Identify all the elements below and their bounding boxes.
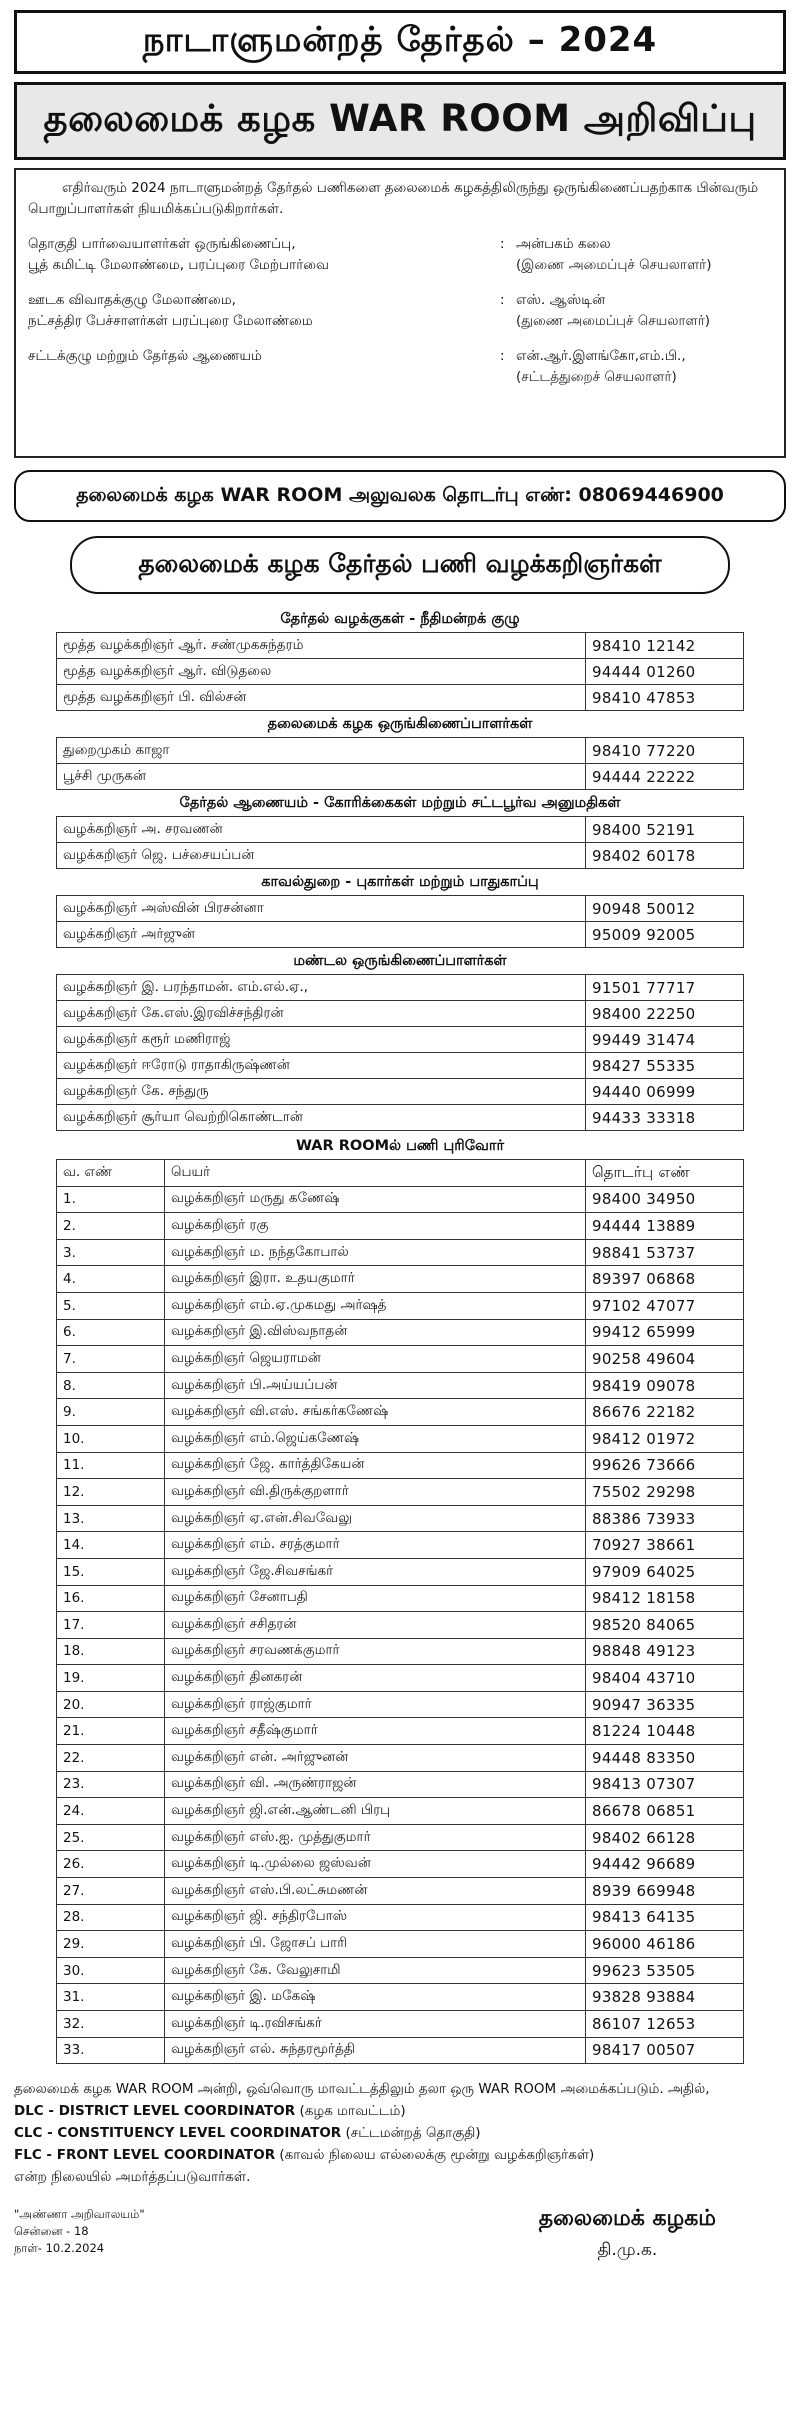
appointee-name: அன்பகம் கலை bbox=[516, 236, 611, 252]
lawyer-name: வழக்கறிஞர் மருது கணேஷ் bbox=[165, 1186, 586, 1213]
lawyer-name: துறைமுகம் காஜா bbox=[57, 738, 586, 764]
lawyer-phone: 86678 06851 bbox=[586, 1798, 744, 1825]
lawyer-name: வழக்கறிஞர் ஜெ. பச்சையப்பன் bbox=[57, 843, 586, 869]
lawyer-phone: 98413 64135 bbox=[586, 1904, 744, 1931]
appointee-role: (துணை அமைப்புச் செயலாளர்) bbox=[516, 313, 711, 329]
lawyer-name: வழக்கறிஞர் தினகரன் bbox=[165, 1665, 586, 1692]
table-row bbox=[57, 2011, 744, 2038]
lawyer-phone: 94440 06999 bbox=[586, 1079, 744, 1105]
table-row bbox=[57, 1931, 744, 1958]
lawyer-name: வழக்கறிஞர் எஸ்.பி.லட்சுமணன் bbox=[165, 1878, 586, 1905]
appointment-colon: : bbox=[500, 236, 505, 252]
lawyer-phone: 99449 31474 bbox=[586, 1027, 744, 1053]
table-row bbox=[57, 1186, 744, 1213]
table-row bbox=[57, 1718, 744, 1745]
war-room-header-row bbox=[57, 1160, 744, 1187]
appointments-list bbox=[28, 234, 774, 388]
serial-number: 31. bbox=[57, 1984, 165, 2011]
lawyer-phone: 90947 36335 bbox=[586, 1691, 744, 1718]
serial-number: 16. bbox=[57, 1585, 165, 1612]
lawyers-section-title: தலைமைக் கழக தேர்தல் பணி வழக்கறிஞர்கள் bbox=[70, 536, 730, 594]
serial-number: 10. bbox=[57, 1425, 165, 1452]
lawyer-name: வழக்கறிஞர் ஜி. சந்திரபோஸ் bbox=[165, 1904, 586, 1931]
group-table bbox=[56, 737, 744, 790]
lawyer-name: வழக்கறிஞர் கரூர் மணிராஜ் bbox=[57, 1027, 586, 1053]
group-heading: தேர்தல் ஆணையம் - கோரிக்கைகள் மற்றும் சட்டபூர்வ அனுமதிகள் bbox=[179, 795, 621, 811]
lawyer-phone: 94442 96689 bbox=[586, 1851, 744, 1878]
serial-number: 22. bbox=[57, 1745, 165, 1772]
lawyer-phone: 98427 55335 bbox=[586, 1053, 744, 1079]
lawyer-name: பூச்சி முருகன் bbox=[57, 764, 586, 790]
serial-number: 6. bbox=[57, 1319, 165, 1346]
lawyer-phone: 98400 22250 bbox=[586, 1001, 744, 1027]
appointment-duties bbox=[28, 234, 500, 276]
coordinator-abbr: FLC - FRONT LEVEL COORDINATOR bbox=[14, 2147, 276, 2164]
table-row bbox=[57, 1346, 744, 1373]
serial-number: 2. bbox=[57, 1213, 165, 1240]
lawyer-name: வழக்கறிஞர் எம். சரத்குமார் bbox=[165, 1532, 586, 1559]
serial-number: 18. bbox=[57, 1638, 165, 1665]
issue-date: நாள்- 10.2.2024 bbox=[14, 2241, 105, 2256]
table-row bbox=[57, 1771, 744, 1798]
table-row bbox=[57, 1904, 744, 1931]
serial-number: 5. bbox=[57, 1292, 165, 1319]
lawyer-phone: 98410 47853 bbox=[586, 685, 744, 711]
page-title: நாடாளுமன்றத் தேர்தல் – 2024 bbox=[14, 10, 786, 74]
serial-number: 30. bbox=[57, 1957, 165, 1984]
column-header-sn: வ. எண் bbox=[57, 1160, 165, 1187]
appointee bbox=[516, 290, 774, 332]
lawyer-name: வழக்கறிஞர் எஸ்.ஐ. முத்துகுமார் bbox=[165, 1824, 586, 1851]
lawyer-name: வழக்கறிஞர் ராஜ்குமார் bbox=[165, 1691, 586, 1718]
signature-row bbox=[14, 2206, 786, 2262]
appointment-row bbox=[28, 290, 774, 332]
table-row bbox=[57, 633, 744, 659]
lawyer-phone: 98410 12142 bbox=[586, 633, 744, 659]
lawyer-name: வழக்கறிஞர் சேனாபதி bbox=[165, 1585, 586, 1612]
lawyer-tables bbox=[56, 606, 744, 2064]
lawyer-phone: 94444 13889 bbox=[586, 1213, 744, 1240]
serial-number: 7. bbox=[57, 1346, 165, 1373]
serial-number: 17. bbox=[57, 1612, 165, 1639]
lawyer-name: வழக்கறிஞர் அ. சரவணன் bbox=[57, 817, 586, 843]
appointee-role: (சட்டத்துறைச் செயலாளர்) bbox=[516, 369, 677, 385]
table-row bbox=[57, 685, 744, 711]
lawyer-name: மூத்த வழக்கறிஞர் பி. வில்சன் bbox=[57, 685, 586, 711]
table-row bbox=[57, 659, 744, 685]
table-row bbox=[57, 1479, 744, 1506]
duty-line: நட்சத்திர பேச்சாளர்கள் பரப்புரை மேலாண்மை bbox=[28, 313, 313, 329]
serial-number: 28. bbox=[57, 1904, 165, 1931]
lawyer-name: மூத்த வழக்கறிஞர் ஆர். விடுதலை bbox=[57, 659, 586, 685]
lawyer-phone: 88386 73933 bbox=[586, 1505, 744, 1532]
lawyer-phone: 94444 01260 bbox=[586, 659, 744, 685]
lawyer-groups bbox=[56, 606, 744, 1131]
table-row bbox=[57, 843, 744, 869]
appointee-name: எஸ். ஆஸ்டின் bbox=[516, 292, 606, 308]
serial-number: 26. bbox=[57, 1851, 165, 1878]
lawyer-phone: 98412 18158 bbox=[586, 1585, 744, 1612]
lawyer-phone: 81224 10448 bbox=[586, 1718, 744, 1745]
lawyer-name: வழக்கறிஞர் ஜி.என்.ஆண்டனி பிரபு bbox=[165, 1798, 586, 1825]
table-row bbox=[57, 1851, 744, 1878]
group-table bbox=[56, 974, 744, 1131]
duty-line: சட்டக்குழு மற்றும் தேர்தல் ஆணையம் bbox=[28, 348, 262, 364]
lawyer-phone: 94433 33318 bbox=[586, 1105, 744, 1131]
lawyer-name: வழக்கறிஞர் சூர்யா வெற்றிகொண்டான் bbox=[57, 1105, 586, 1131]
lawyer-phone: 97102 47077 bbox=[586, 1292, 744, 1319]
appointment-row bbox=[28, 346, 774, 388]
coordinator-levels bbox=[14, 2100, 786, 2166]
appointment-row bbox=[28, 234, 774, 276]
table-row bbox=[57, 1532, 744, 1559]
table-row bbox=[57, 1558, 744, 1585]
signatory-org: தலைமைக் கழகம் bbox=[538, 2206, 716, 2232]
lawyer-phone: 94448 83350 bbox=[586, 1745, 744, 1772]
table-row bbox=[57, 738, 744, 764]
lawyer-name: மூத்த வழக்கறிஞர் ஆர். சண்முகசுந்தரம் bbox=[57, 633, 586, 659]
table-row bbox=[57, 1079, 744, 1105]
table-row bbox=[57, 1612, 744, 1639]
serial-number: 23. bbox=[57, 1771, 165, 1798]
serial-number: 15. bbox=[57, 1558, 165, 1585]
group-heading: மண்டல ஒருங்கிணைப்பாளர்கள் bbox=[293, 953, 507, 969]
table-row bbox=[57, 1319, 744, 1346]
table-row bbox=[57, 1266, 744, 1293]
lawyer-phone: 89397 06868 bbox=[586, 1266, 744, 1293]
lawyer-name: வழக்கறிஞர் ஏ.என்.சிவவேலு bbox=[165, 1505, 586, 1532]
table-row bbox=[57, 975, 744, 1001]
war-room-heading: WAR ROOMல் பணி புரிவோர் bbox=[295, 1138, 505, 1154]
column-header-phone: தொடர்பு எண் bbox=[586, 1160, 744, 1187]
coordinator-level bbox=[14, 2100, 786, 2122]
serial-number: 25. bbox=[57, 1824, 165, 1851]
lawyer-phone: 98402 66128 bbox=[586, 1824, 744, 1851]
lawyer-name: வழக்கறிஞர் சதீஷ்குமார் bbox=[165, 1718, 586, 1745]
duty-line: பூத் கமிட்டி மேலாண்மை, பரப்புரை மேற்பார்வை bbox=[28, 257, 329, 273]
footnote bbox=[14, 2078, 786, 2188]
lawyer-phone: 98400 52191 bbox=[586, 817, 744, 843]
lawyer-phone: 98841 53737 bbox=[586, 1239, 744, 1266]
table-row bbox=[57, 1372, 744, 1399]
table-row bbox=[57, 1292, 744, 1319]
lawyer-name: வழக்கறிஞர் ஜெயராமன் bbox=[165, 1346, 586, 1373]
footnote-closing: என்ற நிலையில் அமர்த்தப்படுவார்கள். bbox=[14, 2169, 251, 2186]
coordinator-desc: (சட்டமன்றத் தொகுதி) bbox=[345, 2125, 481, 2142]
column-header-name: பெயர் bbox=[165, 1160, 586, 1187]
table-row bbox=[57, 1585, 744, 1612]
table-row bbox=[57, 1984, 744, 2011]
lawyer-phone: 95009 92005 bbox=[586, 922, 744, 948]
group-table bbox=[56, 632, 744, 711]
table-row bbox=[57, 1665, 744, 1692]
appointment-colon: : bbox=[500, 348, 505, 364]
appointee-role: (இணை அமைப்புச் செயலாளர்) bbox=[516, 257, 712, 273]
appointee bbox=[516, 234, 774, 276]
lawyer-name: வழக்கறிஞர் இரா. உதயகுமார் bbox=[165, 1266, 586, 1293]
lawyer-name: வழக்கறிஞர் இ. பரந்தாமன். எம்.எல்.ஏ., bbox=[57, 975, 586, 1001]
appointment-colon: : bbox=[500, 292, 505, 308]
table-row bbox=[57, 1001, 744, 1027]
lawyer-name: வழக்கறிஞர் எம்.ஏ.முகமது அர்ஷத் bbox=[165, 1292, 586, 1319]
office-name: "அண்ணா அறிவாலயம்" bbox=[14, 2207, 145, 2222]
lawyer-name: வழக்கறிஞர் ரகு bbox=[165, 1213, 586, 1240]
lawyer-phone: 98402 60178 bbox=[586, 843, 744, 869]
lawyer-name: வழக்கறிஞர் ஜே. கார்த்திகேயன் bbox=[165, 1452, 586, 1479]
table-row bbox=[57, 1505, 744, 1532]
lawyer-name: வழக்கறிஞர் என். அர்ஜுனன் bbox=[165, 1745, 586, 1772]
lawyer-phone: 98848 49123 bbox=[586, 1638, 744, 1665]
lawyer-name: வழக்கறிஞர் எல். சுந்தரமூர்த்தி bbox=[165, 2037, 586, 2064]
serial-number: 19. bbox=[57, 1665, 165, 1692]
coordinator-desc: (கழக மாவட்டம்) bbox=[299, 2103, 406, 2120]
lawyer-phone: 70927 38661 bbox=[586, 1532, 744, 1559]
group-heading: தலைமைக் கழக ஒருங்கிணைப்பாளர்கள் bbox=[267, 716, 533, 732]
signatory-party: தி.மு.க. bbox=[597, 2240, 658, 2261]
serial-number: 12. bbox=[57, 1479, 165, 1506]
table-row bbox=[57, 1691, 744, 1718]
duty-line: ஊடக விவாதக்குழு மேலாண்மை, bbox=[28, 292, 236, 308]
notice-page bbox=[14, 10, 786, 2262]
lawyer-name: வழக்கறிஞர் எம்.ஜெய்கணேஷ் bbox=[165, 1425, 586, 1452]
duty-line: தொகுதி பார்வையாளர்கள் ஒருங்கிணைப்பு, bbox=[28, 236, 296, 252]
appointment-duties bbox=[28, 346, 500, 388]
appointee-name: என்.ஆர்.இளங்கோ,எம்.பி., bbox=[516, 348, 686, 364]
lawyer-phone: 75502 29298 bbox=[586, 1479, 744, 1506]
lawyer-name: வழக்கறிஞர் சரவணக்குமார் bbox=[165, 1638, 586, 1665]
serial-number: 32. bbox=[57, 2011, 165, 2038]
lawyer-name: வழக்கறிஞர் வி.திருக்குறளார் bbox=[165, 1479, 586, 1506]
table-row bbox=[57, 2037, 744, 2064]
table-row bbox=[57, 922, 744, 948]
serial-number: 1. bbox=[57, 1186, 165, 1213]
serial-number: 11. bbox=[57, 1452, 165, 1479]
serial-number: 3. bbox=[57, 1239, 165, 1266]
lawyer-name: வழக்கறிஞர் இ. மகேஷ் bbox=[165, 1984, 586, 2011]
lawyer-phone: 99623 53505 bbox=[586, 1957, 744, 1984]
table-row bbox=[57, 1213, 744, 1240]
lawyer-name: வழக்கறிஞர் வி.எஸ். சங்கர்கணேஷ் bbox=[165, 1399, 586, 1426]
lawyer-name: வழக்கறிஞர் ம. நந்தகோபால் bbox=[165, 1239, 586, 1266]
lawyer-phone: 93828 93884 bbox=[586, 1984, 744, 2011]
intro-paragraph: எதிர்வரும் 2024 நாடாளுமன்றத் தேர்தல் பணிகளை தலைமைக் கழகத்திலிருந்து ஒருங்கிணைப்பதற்காக பின்வரும் பொறுப்பாளர்கள் நியமிக்கப்படுகிறார்கள். bbox=[28, 180, 759, 217]
table-row bbox=[57, 1957, 744, 1984]
lawyer-name: வழக்கறிஞர் வி. அருண்ராஜன் bbox=[165, 1771, 586, 1798]
lawyer-phone: 86107 12653 bbox=[586, 2011, 744, 2038]
lawyer-name: வழக்கறிஞர் டி.முல்லை ஜஸ்வன் bbox=[165, 1851, 586, 1878]
serial-number: 33. bbox=[57, 2037, 165, 2064]
lawyer-name: வழக்கறிஞர் கே.எஸ்.இரவிச்சந்திரன் bbox=[57, 1001, 586, 1027]
lawyer-phone: 86676 22182 bbox=[586, 1399, 744, 1426]
lawyer-name: வழக்கறிஞர் சசிதரன் bbox=[165, 1612, 586, 1639]
group-heading: காவல்துறை - புகார்கள் மற்றும் பாதுகாப்பு bbox=[261, 874, 539, 890]
table-row bbox=[57, 1638, 744, 1665]
lawyer-name: வழக்கறிஞர் கே. வேலுசாமி bbox=[165, 1957, 586, 1984]
table-row bbox=[57, 1824, 744, 1851]
lawyer-phone: 99412 65999 bbox=[586, 1319, 744, 1346]
coordinator-level bbox=[14, 2122, 786, 2144]
coordinator-level bbox=[14, 2144, 786, 2166]
lawyer-phone: 98412 01972 bbox=[586, 1425, 744, 1452]
intro-section bbox=[14, 168, 786, 458]
serial-number: 24. bbox=[57, 1798, 165, 1825]
group-table bbox=[56, 816, 744, 869]
lawyer-phone: 96000 46186 bbox=[586, 1931, 744, 1958]
lawyer-phone: 98419 09078 bbox=[586, 1372, 744, 1399]
coordinator-abbr: DLC - DISTRICT LEVEL COORDINATOR bbox=[14, 2103, 296, 2120]
lawyer-name: வழக்கறிஞர் பி. ஜோசப் பாரி bbox=[165, 1931, 586, 1958]
serial-number: 29. bbox=[57, 1931, 165, 1958]
serial-number: 8. bbox=[57, 1372, 165, 1399]
table-row bbox=[57, 764, 744, 790]
coordinator-abbr: CLC - CONSTITUENCY LEVEL COORDINATOR bbox=[14, 2125, 342, 2142]
lawyer-name: வழக்கறிஞர் பி.அய்யப்பன் bbox=[165, 1372, 586, 1399]
table-row bbox=[57, 1798, 744, 1825]
lawyer-phone: 90258 49604 bbox=[586, 1346, 744, 1373]
appointment-duties bbox=[28, 290, 500, 332]
lawyer-name: வழக்கறிஞர் அர்ஜுன் bbox=[57, 922, 586, 948]
table-row bbox=[57, 1105, 744, 1131]
lawyer-phone: 91501 77717 bbox=[586, 975, 744, 1001]
lawyer-phone: 98520 84065 bbox=[586, 1612, 744, 1639]
group-table bbox=[56, 895, 744, 948]
lawyer-name: வழக்கறிஞர் ஈரோடு ராதாகிருஷ்ணன் bbox=[57, 1053, 586, 1079]
lawyer-phone: 98417 00507 bbox=[586, 2037, 744, 2064]
lawyer-phone: 98410 77220 bbox=[586, 738, 744, 764]
group-heading: தேர்தல் வழக்குகள் - நீதிமன்றக் குழு bbox=[280, 611, 520, 627]
war-room-banner: தலைமைக் கழக WAR ROOM அறிவிப்பு bbox=[14, 82, 786, 160]
office-city: சென்னை - 18 bbox=[14, 2224, 89, 2239]
lawyer-phone: 97909 64025 bbox=[586, 1558, 744, 1585]
lawyer-name: வழக்கறிஞர் அஸ்வின் பிரசன்னா bbox=[57, 896, 586, 922]
serial-number: 14. bbox=[57, 1532, 165, 1559]
war-room-contact: தலைமைக் கழக WAR ROOM அலுவலக தொடர்பு எண்: 08069446900 bbox=[14, 470, 786, 522]
footnote-intro: தலைமைக் கழக WAR ROOM அன்றி, ஒவ்வொரு மாவட்டத்திலும் தலா ஒரு WAR ROOM அமைக்கப்படும். அதில், bbox=[14, 2081, 710, 2098]
lawyer-phone: 98413 07307 bbox=[586, 1771, 744, 1798]
serial-number: 20. bbox=[57, 1691, 165, 1718]
lawyer-phone: 99626 73666 bbox=[586, 1452, 744, 1479]
serial-number: 27. bbox=[57, 1878, 165, 1905]
table-row bbox=[57, 1745, 744, 1772]
table-row bbox=[57, 1399, 744, 1426]
coordinator-desc: (காவல் நிலைய எல்லைக்கு மூன்று வழக்கறிஞர்கள்) bbox=[279, 2147, 595, 2164]
table-row bbox=[57, 1425, 744, 1452]
table-row bbox=[57, 896, 744, 922]
serial-number: 21. bbox=[57, 1718, 165, 1745]
table-row bbox=[57, 1027, 744, 1053]
lawyer-phone: 8939 669948 bbox=[586, 1878, 744, 1905]
serial-number: 9. bbox=[57, 1399, 165, 1426]
lawyer-name: வழக்கறிஞர் டி.ரவிசங்கர் bbox=[165, 2011, 586, 2038]
appointee bbox=[516, 346, 774, 388]
table-row bbox=[57, 1878, 744, 1905]
lawyer-phone: 98404 43710 bbox=[586, 1665, 744, 1692]
lawyer-phone: 90948 50012 bbox=[586, 896, 744, 922]
table-row bbox=[57, 817, 744, 843]
lawyer-name: வழக்கறிஞர் ஜே.சிவசங்கர் bbox=[165, 1558, 586, 1585]
table-row bbox=[57, 1053, 744, 1079]
signatory bbox=[539, 2206, 716, 2262]
lawyer-name: வழக்கறிஞர் கே. சந்துரு bbox=[57, 1079, 586, 1105]
serial-number: 13. bbox=[57, 1505, 165, 1532]
table-row bbox=[57, 1239, 744, 1266]
issue-details bbox=[14, 2206, 145, 2262]
lawyer-phone: 98400 34950 bbox=[586, 1186, 744, 1213]
table-row bbox=[57, 1452, 744, 1479]
lawyer-name: வழக்கறிஞர் இ.விஸ்வநாதன் bbox=[165, 1319, 586, 1346]
lawyer-phone: 94444 22222 bbox=[586, 764, 744, 790]
war-room-table bbox=[56, 1159, 744, 2064]
serial-number: 4. bbox=[57, 1266, 165, 1293]
